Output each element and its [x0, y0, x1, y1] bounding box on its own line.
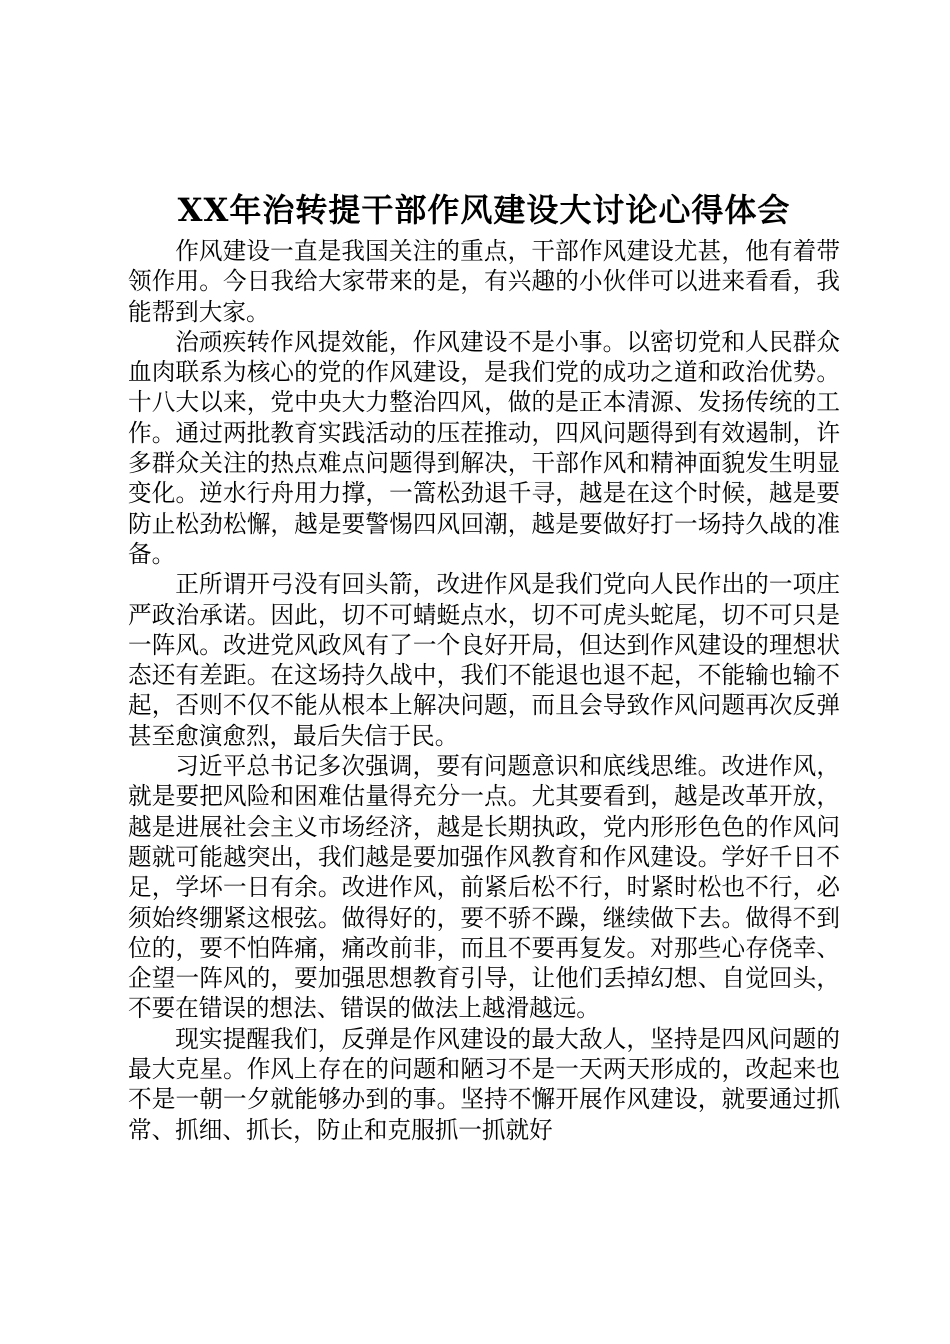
paragraph-5: 现实提醒我们，反弹是作风建设的最大敌人，坚持是四风问题的最大克星。作风上存在的问题和陋习不是一天两天形成的，改起来也不是一朝一夕就能够办到的事。坚持不懈开展作风建设，就要通过抓常、抓细、抓长，防止和克服抓一抓就好	[128, 1024, 840, 1144]
document-page	[128, 188, 840, 1145]
paragraph-4: 习近平总书记多次强调，要有问题意识和底线思维。改进作风，就是要把风险和困难估量得充分一点。尤其要看到，越是改革开放，越是进展社会主义市场经济，越是长期执政，党内形形色色的作风问题就可能越突出，我们越是要加强作风教育和作风建设。学好千日不足，学坏一日有余。改进作风，前紧后松不行，时紧时松也不行，必须始终绷紧这根弦。做得好的，要不骄不躁，继续做下去。做得不到位的，要不怕阵痛，痛改前非，而且不要再复发。对那些心存侥幸、企望一阵风的，要加强思想教育引导，让他们丢掉幻想、自觉回头，不要在错误的想法、错误的做法上越滑越远。	[128, 752, 840, 1023]
document-title: XX年治转提干部作风建设大讨论心得体会	[177, 191, 791, 229]
paragraph-2: 治顽疾转作风提效能，作风建设不是小事。以密切党和人民群众血肉联系为核心的党的作风建设，是我们党的成功之道和政治优势。十八大以来，党中央大力整治四风，做的是正本清源、发扬传统的工作。通过两批教育实践活动的压茬推动，四风问题得到有效遏制，许多群众关注的热点难点问题得到解决，干部作风和精神面貌发生明显变化。逆水行舟用力撑，一篙松劲退千寻，越是在这个时候，越是要防止松劲松懈，越是要警惕四风回潮，越是要做好打一场持久战的准备。	[128, 327, 840, 568]
paragraph-1: 作风建设一直是我国关注的重点，干部作风建设尤甚，他有着带领作用。今日我给大家带来的是，有兴趣的小伙伴可以进来看看，我能帮到大家。	[128, 237, 840, 326]
paragraph-3: 正所谓开弓没有回头箭，改进作风是我们党向人民作出的一项庄严政治承诺。因此，切不可蜻蜓点水，切不可虎头蛇尾，切不可只是一阵风。改进党风政风有了一个良好开局，但达到作风建设的理想状态还有差距。在这场持久战中，我们不能退也退不起，不能输也输不起，否则不仅不能从根本上解决问题，而且会导致作风问题再次反弹甚至愈演愈烈，最后失信于民。	[128, 570, 840, 750]
